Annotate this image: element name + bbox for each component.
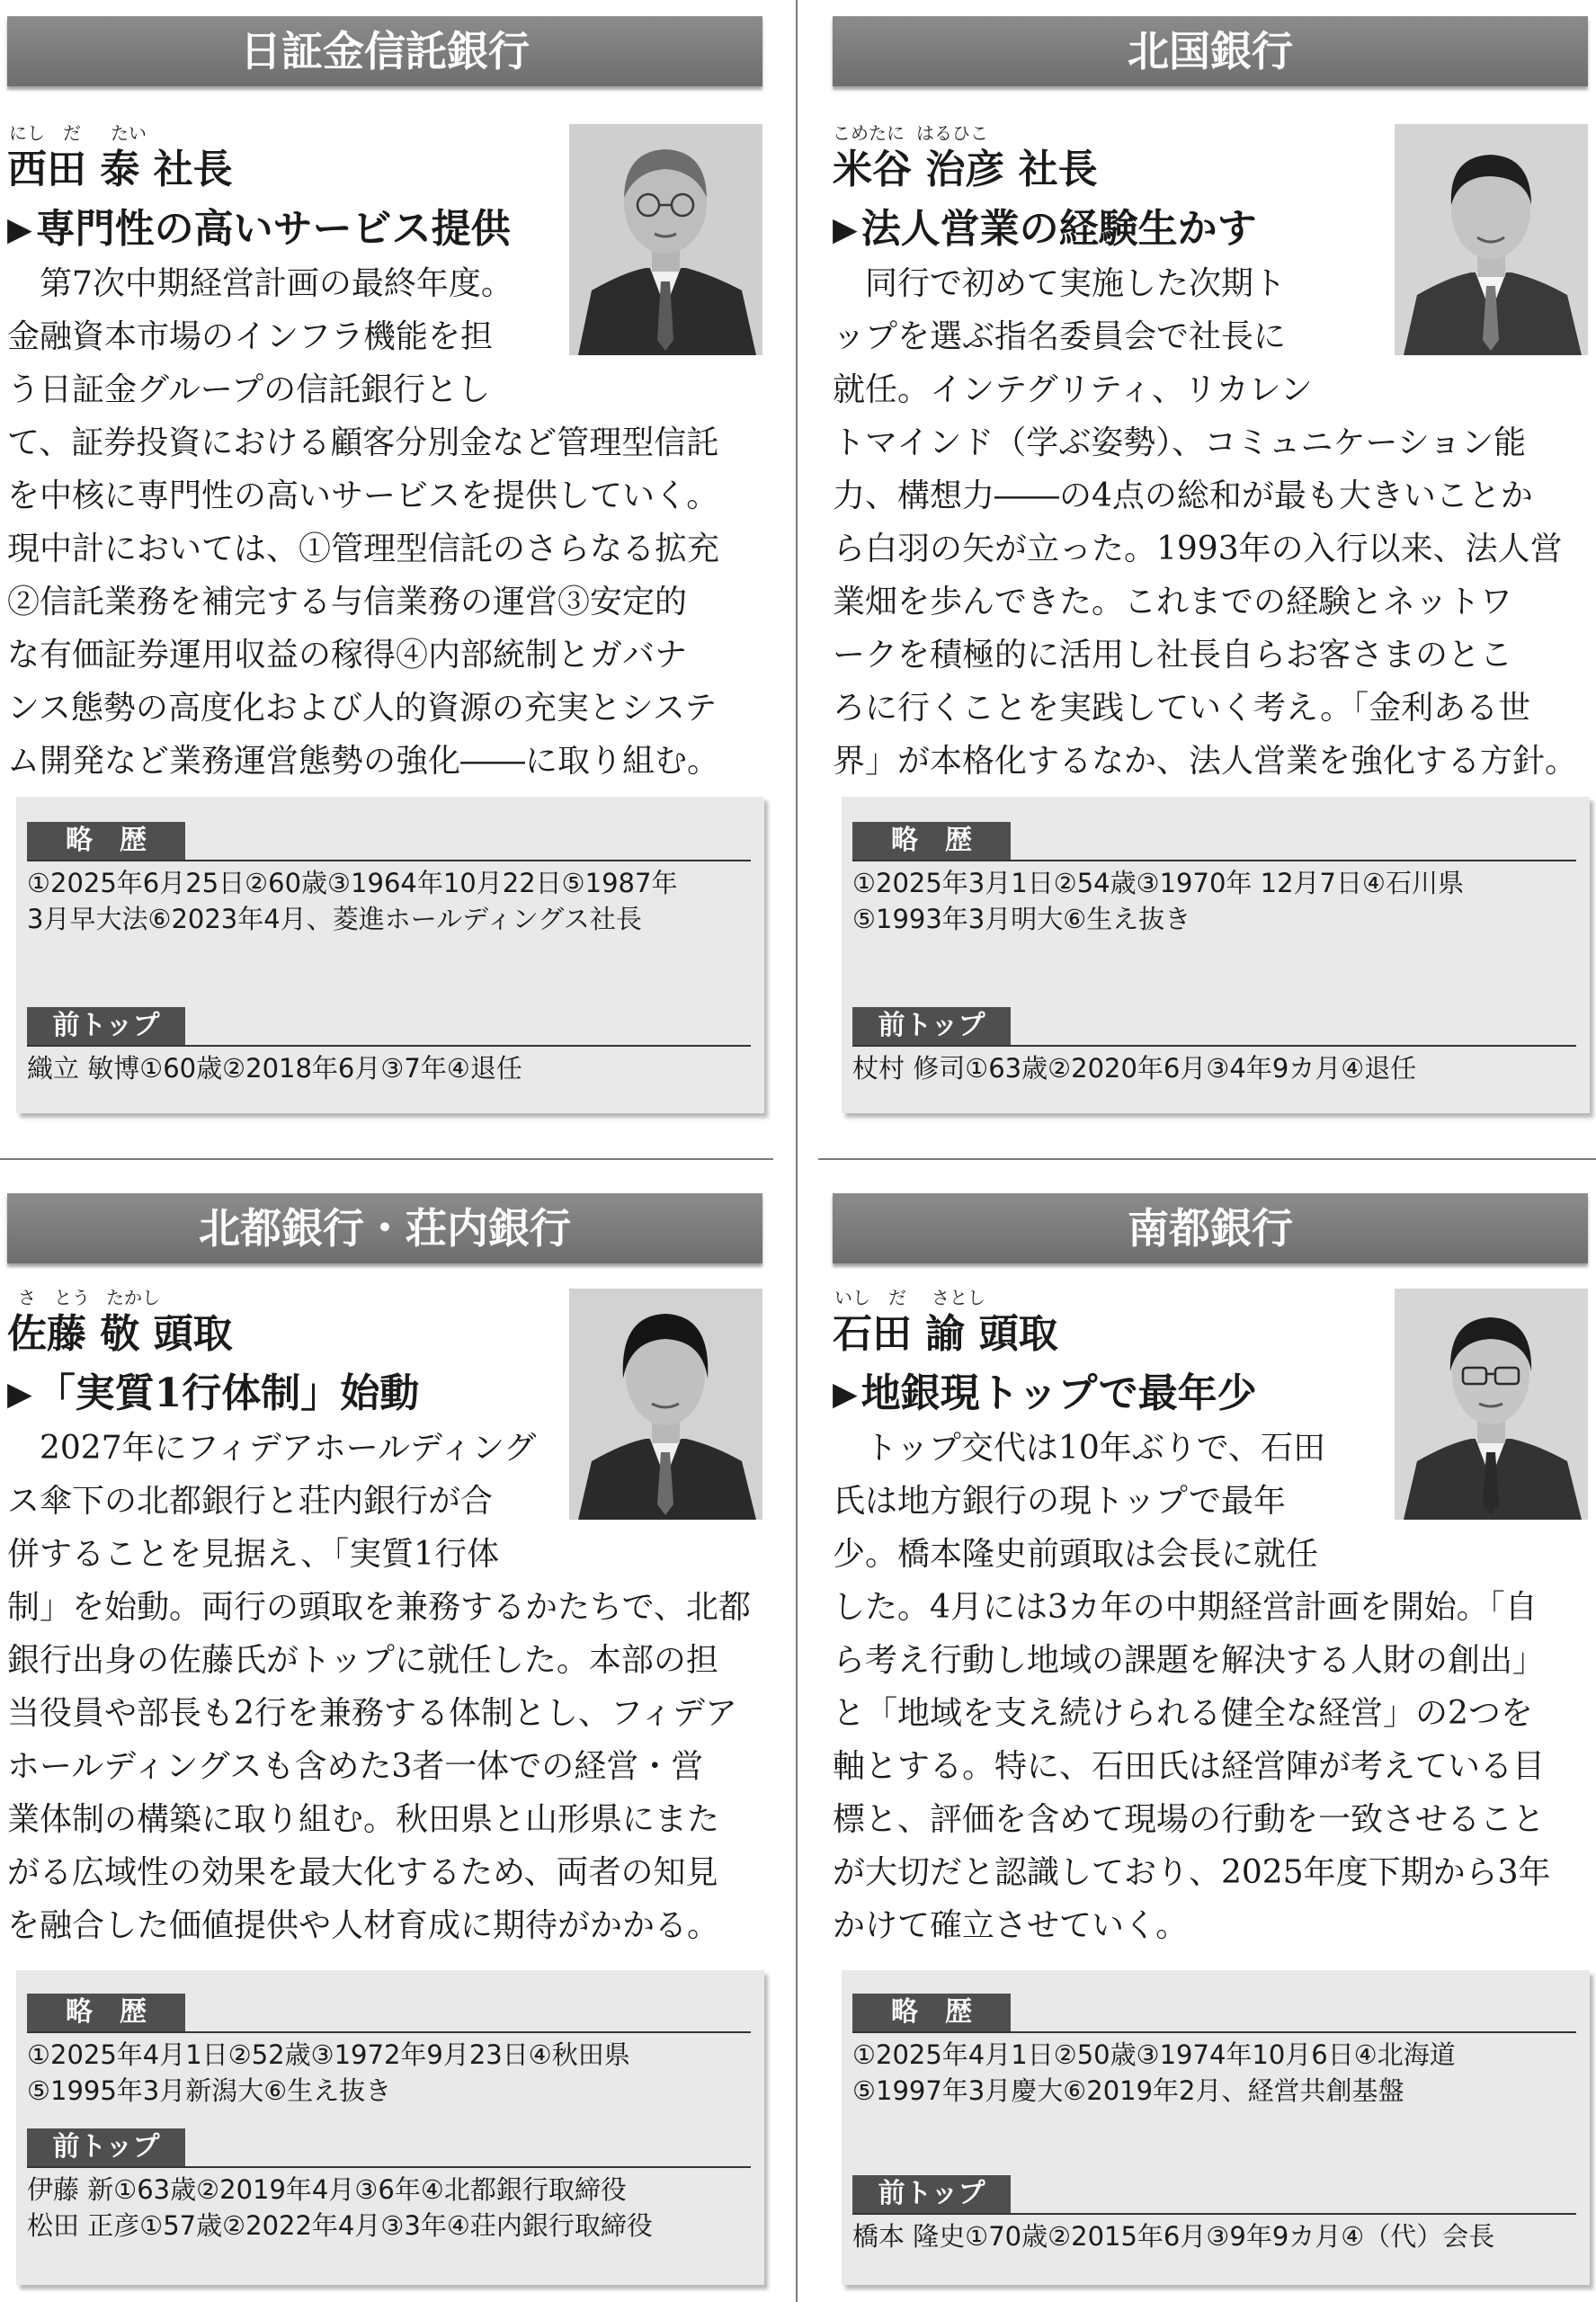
furigana-part: こめたに <box>833 122 905 144</box>
headline-text: 「実質1行体制」始動 <box>35 1370 420 1416</box>
body-line: 銀行出身の佐藤氏がトップに就任した。本部の担 <box>7 1642 718 1679</box>
body-line: 第7次中期経営計画の最終年度。 <box>7 265 513 302</box>
previous-top-label: 前トップ <box>27 1007 185 1045</box>
row-divider-right <box>818 1158 1596 1160</box>
previous-top-label: 前トップ <box>27 2128 185 2166</box>
body-line: ム開発など業務運営態勢の強化――に取り組む。 <box>7 743 720 780</box>
body-line: ろに行くことを実践していく考え。「金利ある世 <box>833 690 1531 727</box>
previous-top-line: 織立 敏博①60歳②2018年6月③7年④退任 <box>27 1053 522 1084</box>
previous-top-line: 松田 正彦①57歳②2022年4月③3年④荘内銀行取締役 <box>27 2210 653 2241</box>
headline-text: 法人営業の経験生かす <box>860 206 1257 252</box>
career-label: 略 歴 <box>27 822 185 860</box>
profile-box <box>842 1970 1590 2285</box>
headline-text: 専門性の高いサービス提供 <box>35 206 511 252</box>
executive-name: 米谷 治彦 社長 <box>833 147 1098 192</box>
profile-box <box>16 797 764 1113</box>
headline-text: 地銀現トップで最年少 <box>860 1370 1257 1416</box>
body-line: ークを積極的に活用し社長自らお客さまのとこ <box>833 637 1513 674</box>
body-line: ら白羽の矢が立った。1993年の入行以来、法人営 <box>833 531 1563 567</box>
career-text <box>27 865 751 937</box>
career-text <box>852 865 1576 937</box>
triangle-bullet-icon: ▶ <box>7 1375 32 1413</box>
bank-name: 北都銀行・荘内銀行 <box>7 1193 762 1263</box>
furigana-part: たい <box>111 122 147 144</box>
previous-top-line: 杖村 修司①63歳②2020年6月③4年9カ月④退任 <box>852 1053 1417 1084</box>
career-line: ①2025年6月25日②60歳③1964年10月22日⑤1987年 <box>27 868 678 898</box>
previous-top-text <box>852 1050 1576 1086</box>
previous-top-text <box>27 1050 751 1086</box>
career-line: ⑤1997年3月慶大⑥2019年2月、経営共創基盤 <box>852 2075 1404 2106</box>
previous-top-line: 伊藤 新①63歳②2019年4月③6年④北都銀行取締役 <box>27 2174 627 2205</box>
furigana-part: たかし <box>106 1287 160 1308</box>
body-line: かけて確立させていく。 <box>833 1907 1189 1944</box>
furigana-part: だ <box>63 122 81 144</box>
bank-name: 南都銀行 <box>833 1193 1588 1263</box>
body-line: 当役員や部長も2行を兼務する体制とし、フィデア <box>7 1695 738 1732</box>
triangle-bullet-icon: ▶ <box>833 210 858 248</box>
article-body <box>7 1422 762 1952</box>
body-line: 就任。インテグリティ、リカレン <box>833 371 1313 408</box>
divider <box>852 2031 1576 2033</box>
body-line: 制」を始動。両行の頭取を兼務するかたちで、北都 <box>7 1589 751 1626</box>
article-body <box>833 257 1588 788</box>
body-line: 業体制の構築に取り組む。秋田県と山形県にまた <box>7 1801 720 1838</box>
career-line: ⑤1993年3月明大⑥生え抜き <box>852 904 1191 934</box>
career-line: ⑤1995年3月新潟大⑥生え抜き <box>27 2075 392 2106</box>
row-divider-left <box>0 1158 773 1160</box>
bank-panel-nisshokin <box>7 16 762 1140</box>
body-line: がる広域性の効果を最大化するため、両者の知見 <box>7 1854 718 1891</box>
triangle-bullet-icon: ▶ <box>7 210 32 248</box>
furigana-part: さとし <box>932 1287 985 1308</box>
profile-box <box>842 797 1590 1113</box>
body-line: 現中計においては、①管理型信託のさらなる拡充 <box>7 531 720 567</box>
headline <box>833 1361 1257 1418</box>
body-line: ップを選ぶ指名委員会で社長に <box>833 318 1287 355</box>
career-label: 略 歴 <box>27 1994 185 2031</box>
body-line: て、証券投資における顧客分別金など管理型信託 <box>7 424 719 461</box>
article-body <box>7 257 762 788</box>
executive-name: 佐藤 敬 頭取 <box>7 1311 233 1357</box>
body-line: 併することを見据え、「実質1行体 <box>7 1536 500 1573</box>
profile-box <box>16 1970 764 2285</box>
previous-top-text <box>27 2172 751 2244</box>
column-divider <box>796 0 798 2302</box>
furigana-part: いし <box>834 1287 870 1308</box>
career-text <box>852 2037 1576 2109</box>
body-line: と「地域を支え続けられる健全な経営」の2つを <box>833 1695 1533 1732</box>
triangle-bullet-icon: ▶ <box>833 1375 858 1413</box>
body-line: な有価証券運用収益の稼得④内部統制とガバナ <box>7 637 688 674</box>
divider <box>852 2213 1576 2215</box>
furigana-part: さ <box>18 1287 36 1308</box>
divider <box>27 2031 751 2033</box>
body-line: 標と、評価を含めて現場の行動を一致させること <box>833 1801 1546 1838</box>
body-line: ら考え行動し地域の課題を解決する人財の創出」 <box>833 1642 1546 1679</box>
body-line: 軸とする。特に、石田氏は経営陣が考えている目 <box>833 1748 1546 1785</box>
divider <box>852 1045 1576 1047</box>
furigana-part: だ <box>888 1287 906 1308</box>
body-line: 金融資本市場のインフラ機能を担 <box>7 318 494 355</box>
bank-name: 日証金信託銀行 <box>7 16 762 86</box>
furigana-part: にし <box>9 122 45 144</box>
career-line: ①2025年3月1日②54歳③1970年 12月7日④石川県 <box>852 868 1464 898</box>
body-line: ホールディングスも含めた3者一体での経営・営 <box>7 1748 704 1785</box>
previous-top-label: 前トップ <box>852 2175 1011 2213</box>
career-text <box>27 2037 751 2109</box>
bank-panel-hokuto-shonai <box>7 1193 762 2290</box>
body-line: 力、構想力――の4点の総和が最も大きいことか <box>833 477 1533 514</box>
body-line: を融合した価値提供や人材育成に期待がかかる。 <box>7 1907 720 1944</box>
previous-top-text <box>852 2218 1576 2254</box>
headline <box>833 196 1257 254</box>
body-line: が大切だと認識しており、2025年度下期から3年 <box>833 1854 1551 1891</box>
divider <box>27 2166 751 2168</box>
bank-panel-hokkoku <box>833 16 1588 1140</box>
previous-top-line: 橋本 隆史①70歳②2015年6月③9年9カ月④（代）会長 <box>852 2221 1495 2252</box>
executive-name: 西田 泰 社長 <box>7 147 233 192</box>
body-line: 2027年にフィデアホールディング <box>7 1430 537 1467</box>
divider <box>27 860 751 861</box>
body-line: を中核に専門性の高いサービスを提供していく。 <box>7 477 719 514</box>
headline <box>7 196 511 254</box>
body-line: 界」が本格化するなか、法人営業を強化する方針。 <box>833 743 1578 780</box>
body-line: 同行で初めて実施した次期ト <box>833 265 1287 302</box>
divider <box>27 1045 751 1047</box>
body-line: トップ交代は10年ぶりで、石田 <box>833 1430 1326 1467</box>
career-line: ①2025年4月1日②52歳③1972年9月23日④秋田県 <box>27 2039 630 2070</box>
bank-panel-nanto <box>833 1193 1588 2290</box>
body-line: トマインド（学ぶ姿勢）、コミュニケーション能 <box>833 424 1527 461</box>
furigana-part: とう <box>54 1287 90 1308</box>
body-line: ス傘下の北都銀行と荘内銀行が合 <box>7 1483 494 1520</box>
bank-name: 北国銀行 <box>833 16 1588 86</box>
career-label: 略 歴 <box>852 1994 1011 2031</box>
body-line: 氏は地方銀行の現トップで最年 <box>833 1483 1287 1520</box>
furigana-part: はるひこ <box>916 122 988 144</box>
body-line: した。4月には3カ年の中期経営計画を開始。「自 <box>833 1589 1538 1626</box>
executive-name: 石田 諭 頭取 <box>833 1311 1058 1357</box>
headline <box>7 1361 419 1418</box>
body-line: ②信託業務を補完する与信業務の運営③安定的 <box>7 584 688 620</box>
career-line: ①2025年4月1日②50歳③1974年10月6日④北海道 <box>852 2039 1456 2070</box>
body-line: ンス態勢の高度化および人的資源の充実とシステ <box>7 690 718 727</box>
career-line: 3月早大法⑥2023年4月、菱進ホールディングス社長 <box>27 904 642 934</box>
divider <box>852 860 1576 861</box>
body-line: う日証金グループの信託銀行とし <box>7 371 491 408</box>
body-line: 業畑を歩んできた。これまでの経験とネットワ <box>833 584 1513 620</box>
career-label: 略 歴 <box>852 822 1011 860</box>
previous-top-label: 前トップ <box>852 1007 1011 1045</box>
body-line: 少。橋本隆史前頭取は会長に就任 <box>833 1536 1319 1573</box>
article-body <box>833 1422 1588 1952</box>
